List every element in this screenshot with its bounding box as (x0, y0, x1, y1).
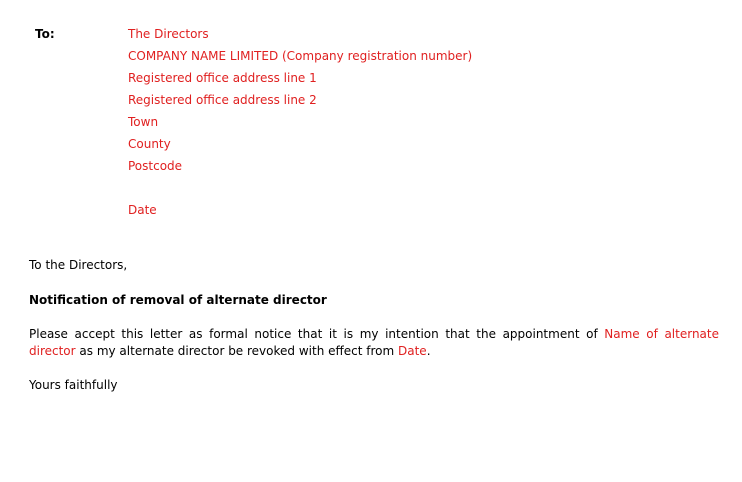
letter-subject: Notification of removal of alternate director (29, 293, 327, 307)
body-text-part-2: as my alternate director be revoked with effect from (75, 344, 398, 358)
body-text-part-1: Please accept this letter as formal notice that it is my intention that the appointment of (29, 327, 605, 341)
to-label: To: (35, 27, 55, 41)
letter-date-placeholder: Date (128, 203, 157, 217)
address-line-town: Town (128, 115, 159, 129)
address-line-postcode: Postcode (128, 159, 183, 173)
address-line-company-name: COMPANY NAME LIMITED (Company registration number) (128, 49, 473, 63)
letter-body-paragraph (29, 326, 719, 360)
address-line-county: County (128, 137, 171, 151)
address-line-recipient: The Directors (128, 27, 209, 41)
closing-line: Yours faithfully (29, 378, 118, 392)
effective-date-placeholder: Date (398, 344, 427, 358)
address-line-office-2: Registered office address line 2 (128, 93, 317, 107)
recipient-address-block (128, 26, 472, 180)
body-text-part-3: . (426, 344, 431, 358)
address-line-office-1: Registered office address line 1 (128, 71, 317, 85)
salutation: To the Directors, (29, 258, 128, 272)
alternate-director-name-placeholder: Name of alternate director (29, 327, 719, 358)
